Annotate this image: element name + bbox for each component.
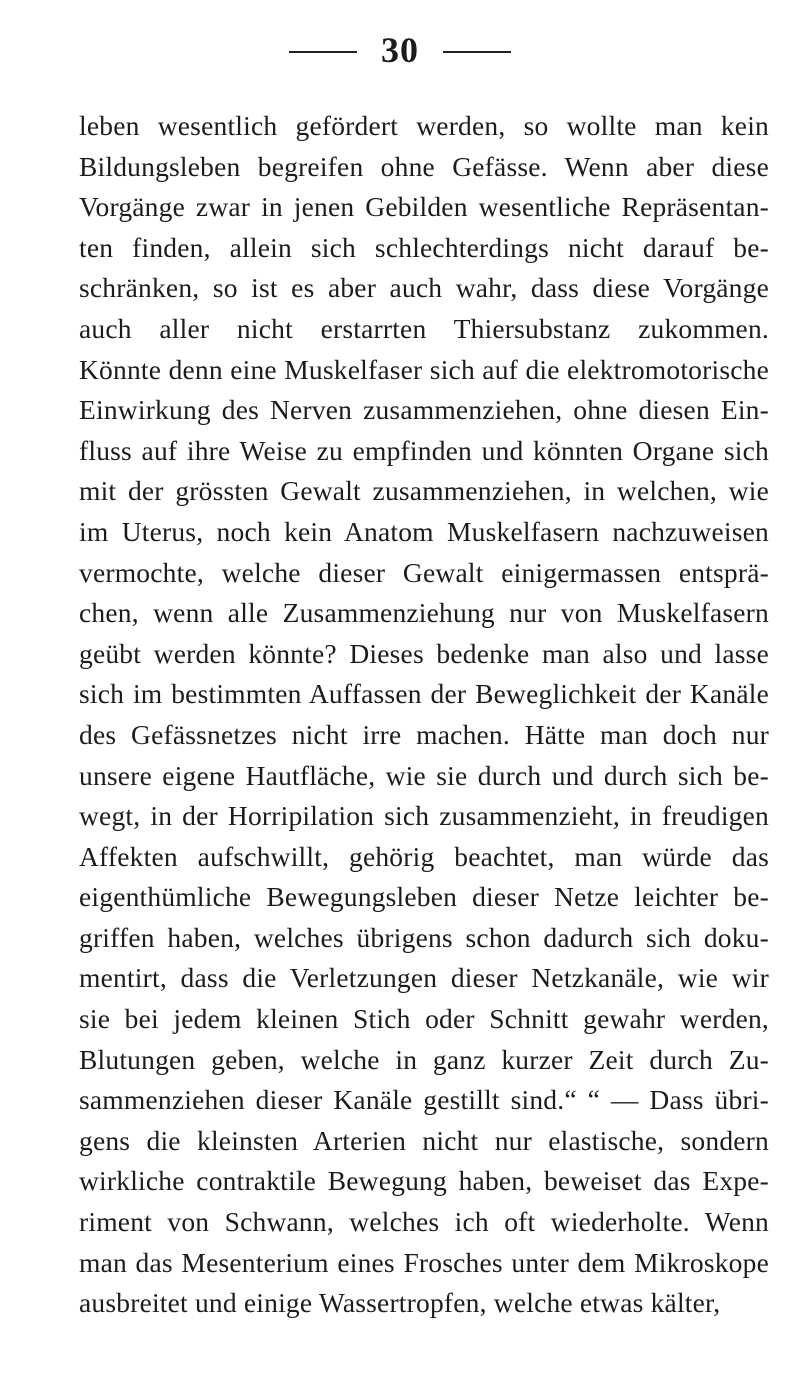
text-line: Könnte denn eine Muskelfaser sich auf die elektromotorische xyxy=(79,353,769,385)
text-line: ten finden, allein sich schlechterdings nicht darauf be- xyxy=(79,231,769,263)
text-line: sich im bestimmten Auffassen der Beweglichkeit der Kanäle xyxy=(79,678,769,710)
text-line: riment von Schwann, welches ich oft wiederholte. Wenn xyxy=(79,1206,769,1238)
text-line: vermochte, welche dieser Gewalt einigermassen entsprä- xyxy=(79,556,769,588)
text-line: wirkliche contraktile Bewegung haben, beweiset das Expe- xyxy=(79,1165,769,1197)
text-line: Blutungen geben, welche in ganz kurzer Zeit durch Zu- xyxy=(79,1043,769,1075)
text-line: man das Mesenterium eines Frosches unter dem Mikroskope xyxy=(79,1246,769,1278)
text-line: geübt werden könnte? Dieses bedenke man also und lasse xyxy=(79,637,769,669)
text-line: Affekten aufschwillt, gehörig beachtet, man würde das xyxy=(79,840,769,872)
page-header xyxy=(0,28,800,72)
body-text xyxy=(79,106,769,1324)
text-line: auch aller nicht erstarrten Thiersubstanz zukommen. xyxy=(79,312,769,344)
text-line: Einwirkung des Nerven zusammenziehen, ohne diesen Ein- xyxy=(79,394,769,426)
text-line: eigenthümliche Bewegungsleben dieser Netze leichter be- xyxy=(79,881,769,913)
text-line: ausbreitet und einige Wassertropfen, welche etwas kälter, xyxy=(79,1287,721,1319)
text-line: Vorgänge zwar in jenen Gebilden wesentliche Repräsentan- xyxy=(79,191,769,223)
text-line: im Uterus, noch kein Anatom Muskelfasern nachzuweisen xyxy=(79,515,769,547)
text-line: chen, wenn alle Zusammenziehung nur von Muskelfasern xyxy=(79,597,769,629)
text-line: sie bei jedem kleinen Stich oder Schnitt gewahr werden, xyxy=(79,1003,769,1035)
text-line: Bildungsleben begreifen ohne Gefässe. Wenn aber diese xyxy=(79,150,769,182)
text-line: leben wesentlich gefördert werden, so wollte man kein xyxy=(79,110,769,141)
text-line: schränken, so ist es aber auch wahr, dass diese Vorgänge xyxy=(79,272,769,304)
text-line: gens die kleinsten Arterien nicht nur elastische, sondern xyxy=(79,1124,769,1156)
text-line: unsere eigene Hautfläche, wie sie durch und durch sich be- xyxy=(79,759,769,791)
text-line: mentirt, dass die Verletzungen dieser Netzkanäle, wie wir xyxy=(79,962,769,994)
text-line: fluss auf ihre Weise zu empfinden und könnten Organe sich xyxy=(79,434,769,466)
text-line: mit der grössten Gewalt zusammenziehen, in welchen, wie xyxy=(79,475,769,507)
text-line: des Gefässnetzes nicht irre machen. Hätte man doch nur xyxy=(79,718,769,750)
text-line: griffen haben, welches übrigens schon dadurch sich doku- xyxy=(79,921,769,953)
text-line: wegt, in der Horripilation sich zusammenzieht, in freudigen xyxy=(79,800,769,832)
page-number: 30 xyxy=(381,30,419,70)
header-rule-right xyxy=(443,51,511,53)
text-line: sammenziehen dieser Kanäle gestillt sind.“ “ — Dass übri- xyxy=(79,1084,769,1116)
header-rule-left xyxy=(289,51,357,53)
